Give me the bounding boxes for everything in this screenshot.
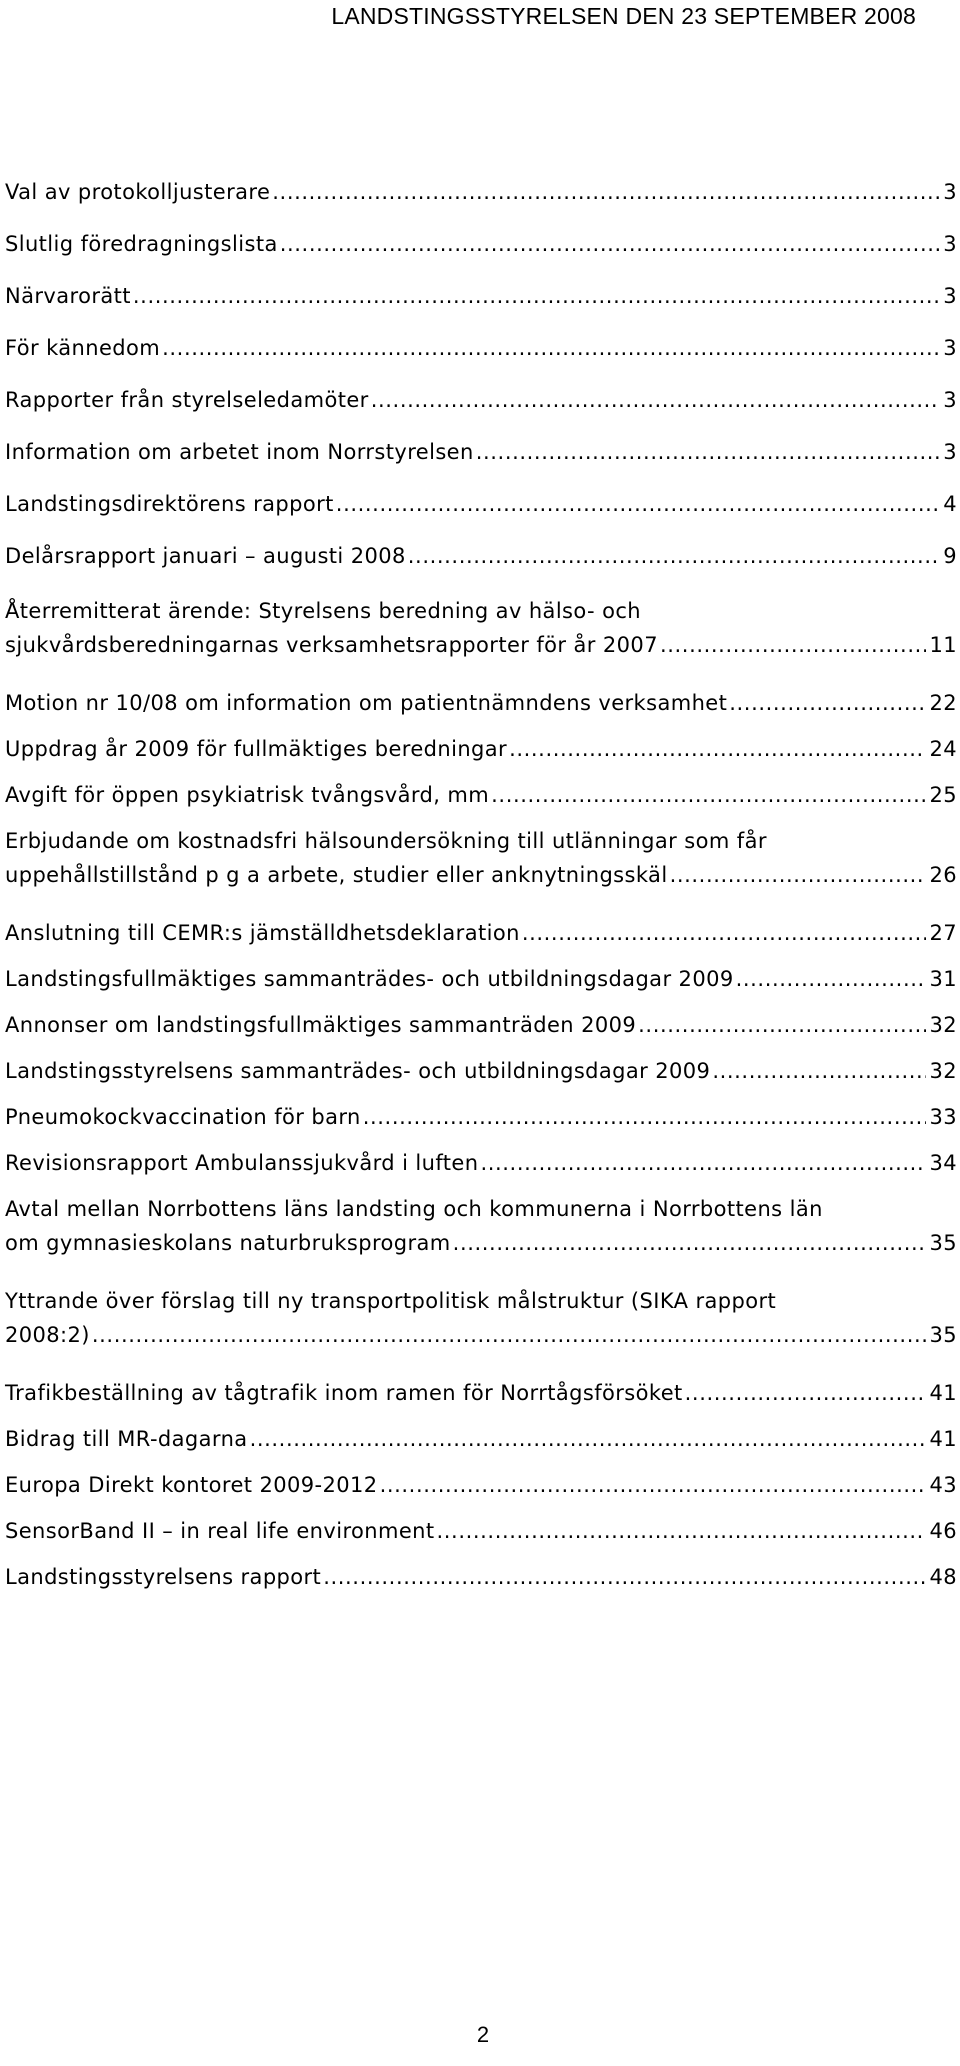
dot-leader [363,1100,927,1134]
toc-line [5,1376,957,1410]
toc-line [5,1468,957,1502]
toc-line [5,686,957,720]
toc-entry-page: 33 [929,1105,957,1129]
toc-entry[interactable] [5,594,957,686]
toc-entry-title: Annonser om landstingsfullmäktiges sammanträden 2009 [5,1013,637,1037]
toc-entry[interactable] [5,542,957,594]
dot-leader [729,686,926,720]
toc-entry[interactable] [5,334,957,386]
toc-entry[interactable] [5,1146,957,1192]
toc-entry-page: 3 [943,336,957,360]
toc-entry-title-line1: Återremitterat ärende: Styrelsens beredning av hälso- och [5,599,641,623]
toc-entry-title: Landstingsdirektörens rapport [5,492,334,516]
toc-entry-title: Delårsrapport januari – augusti 2008 [5,544,406,568]
toc-entry-page: 46 [929,1519,957,1543]
toc-entry[interactable] [5,178,957,230]
toc-entry[interactable] [5,282,957,334]
toc-line [5,1318,957,1352]
dot-leader [685,1376,927,1410]
toc-entry[interactable] [5,686,957,732]
dot-leader [491,778,926,812]
toc-entry-page: 32 [929,1059,957,1083]
toc-line [5,490,957,518]
dot-leader [476,438,941,466]
toc-line [5,282,957,310]
toc-entry-page: 34 [929,1151,957,1175]
toc-entry-title-line2: sjukvårdsberedningarnas verksamhetsrapporter för år 2007 [5,633,658,657]
toc-entry-title: Pneumokockvaccination för barn [5,1105,361,1129]
dot-leader [522,916,927,950]
toc-entry-title: Bidrag till MR-dagarna [5,1427,248,1451]
toc-entry-page: 3 [943,440,957,464]
toc-entry-page: 3 [943,180,957,204]
toc-entry[interactable] [5,962,957,1008]
toc-entry-title: Anslutning till CEMR:s jämställdhetsdeklaration [5,921,520,945]
toc-line [5,386,957,414]
dot-leader [92,1318,927,1352]
toc-entry-title: Landstingsstyrelsens sammanträdes- och utbildningsdagar 2009 [5,1059,711,1083]
toc-entry-title: Landstingsfullmäktiges sammanträdes- och utbildningsdagar 2009 [5,967,734,991]
toc-entry-title: SensorBand II – in real life environment [5,1519,435,1543]
dot-leader [660,628,927,662]
toc-entry[interactable] [5,230,957,282]
toc-entry[interactable] [5,732,957,778]
toc-entry[interactable] [5,1468,957,1514]
toc-line [5,916,957,950]
table-of-contents [5,178,957,1606]
dot-leader [736,962,927,996]
dot-leader [408,542,940,570]
toc-entry[interactable] [5,1192,957,1284]
toc-entry[interactable] [5,1422,957,1468]
toc-entry-title-line1: Avtal mellan Norrbottens läns landsting och kommunerna i Norrbottens län [5,1197,823,1221]
toc-line [5,1422,957,1456]
toc-entry-page: 11 [929,633,957,657]
toc-entry-page: 9 [943,544,957,568]
toc-entry[interactable] [5,438,957,490]
dot-leader [371,386,941,414]
toc-entry-page: 35 [929,1231,957,1255]
dot-leader [437,1514,927,1548]
dot-leader [250,1422,927,1456]
toc-entry-page: 35 [929,1323,957,1347]
toc-entry-page: 41 [929,1427,957,1451]
dot-leader [280,230,941,258]
toc-entry-title: Val av protokolljusterare [5,180,271,204]
toc-entry-title: Trafikbeställning av tågtrafik inom ramen för Norrtågsförsöket [5,1381,683,1405]
toc-entry-page: 31 [929,967,957,991]
toc-line [5,438,957,466]
toc-line [5,858,957,892]
toc-entry-page: 43 [929,1473,957,1497]
toc-entry[interactable] [5,916,957,962]
dot-leader [133,282,940,310]
toc-line [5,732,957,766]
toc-entry-page: 32 [929,1013,957,1037]
toc-entry-title: Närvarorätt [5,284,131,308]
toc-entry[interactable] [5,1054,957,1100]
toc-entry-page: 4 [943,492,957,516]
toc-line [5,230,957,258]
dot-leader [162,334,940,362]
toc-entry[interactable] [5,778,957,824]
toc-entry-title-line2: uppehållstillstånd p g a arbete, studier eller anknytningsskäl [5,863,668,887]
toc-entry-page: 22 [929,691,957,715]
toc-entry[interactable] [5,1514,957,1560]
page-number: 2 [476,2022,490,2047]
toc-entry-title: Revisionsrapport Ambulanssjukvård i luften [5,1151,479,1175]
toc-entry-page: 48 [929,1565,957,1589]
toc-line [5,1008,957,1042]
dot-leader [670,858,927,892]
toc-line [5,1146,957,1180]
toc-entry[interactable] [5,1284,957,1376]
toc-entry-page: 3 [943,284,957,308]
toc-entry-title: Uppdrag år 2009 för fullmäktiges beredningar [5,737,508,761]
toc-entry-page: 24 [929,737,957,761]
toc-entry-title: Avgift för öppen psykiatrisk tvångsvård, mm [5,783,490,807]
toc-entry-title: Information om arbetet inom Norrstyrelsen [5,440,474,464]
toc-entry-title: Landstingsstyrelsens rapport [5,1565,322,1589]
toc-line [5,1514,957,1548]
toc-line [5,962,957,996]
dot-leader [272,178,940,206]
toc-entry-title-line1: Yttrande över förslag till ny transportpolitisk målstruktur (SIKA rapport [5,1289,777,1313]
toc-entry-title: Rapporter från styrelseledamöter [5,388,369,412]
page-header-title: LANDSTINGSSTYRELSEN DEN 23 SEPTEMBER 2008 [331,3,916,29]
toc-entry-page: 41 [929,1381,957,1405]
dot-leader [638,1008,926,1042]
dot-leader [336,490,940,518]
toc-line [5,628,957,662]
toc-line [5,778,957,812]
dot-leader [480,1146,926,1180]
toc-line [5,334,957,362]
toc-entry-page: 26 [929,863,957,887]
toc-entry[interactable] [5,386,957,438]
dot-leader [453,1226,927,1260]
toc-entry-page: 27 [929,921,957,945]
toc-entry-title: För kännedom [5,336,161,360]
toc-line [5,1560,957,1594]
dot-leader [509,732,926,766]
toc-entry[interactable] [5,1008,957,1054]
toc-line [5,542,957,570]
toc-entry-title: Europa Direkt kontoret 2009-2012 [5,1473,378,1497]
toc-entry-page: 25 [929,783,957,807]
toc-entry-title-line2: 2008:2) [5,1323,90,1347]
dot-leader [712,1054,926,1088]
toc-line [5,178,957,206]
toc-line [5,1054,957,1088]
toc-entry[interactable] [5,824,957,916]
dot-leader [323,1560,926,1594]
toc-entry[interactable] [5,1376,957,1422]
toc-entry[interactable] [5,1560,957,1606]
toc-entry-title-line1: Erbjudande om kostnadsfri hälsoundersökning till utlänningar som får [5,829,767,853]
dot-leader [380,1468,927,1502]
toc-entry-page: 3 [943,232,957,256]
toc-entry-page: 3 [943,388,957,412]
toc-entry[interactable] [5,490,957,542]
toc-entry-title: Motion nr 10/08 om information om patientnämndens verksamhet [5,691,728,715]
toc-entry-title-line2: om gymnasieskolans naturbruksprogram [5,1231,451,1255]
toc-entry-title: Slutlig föredragningslista [5,232,278,256]
toc-line [5,1226,957,1260]
toc-line [5,1100,957,1134]
toc-entry[interactable] [5,1100,957,1146]
